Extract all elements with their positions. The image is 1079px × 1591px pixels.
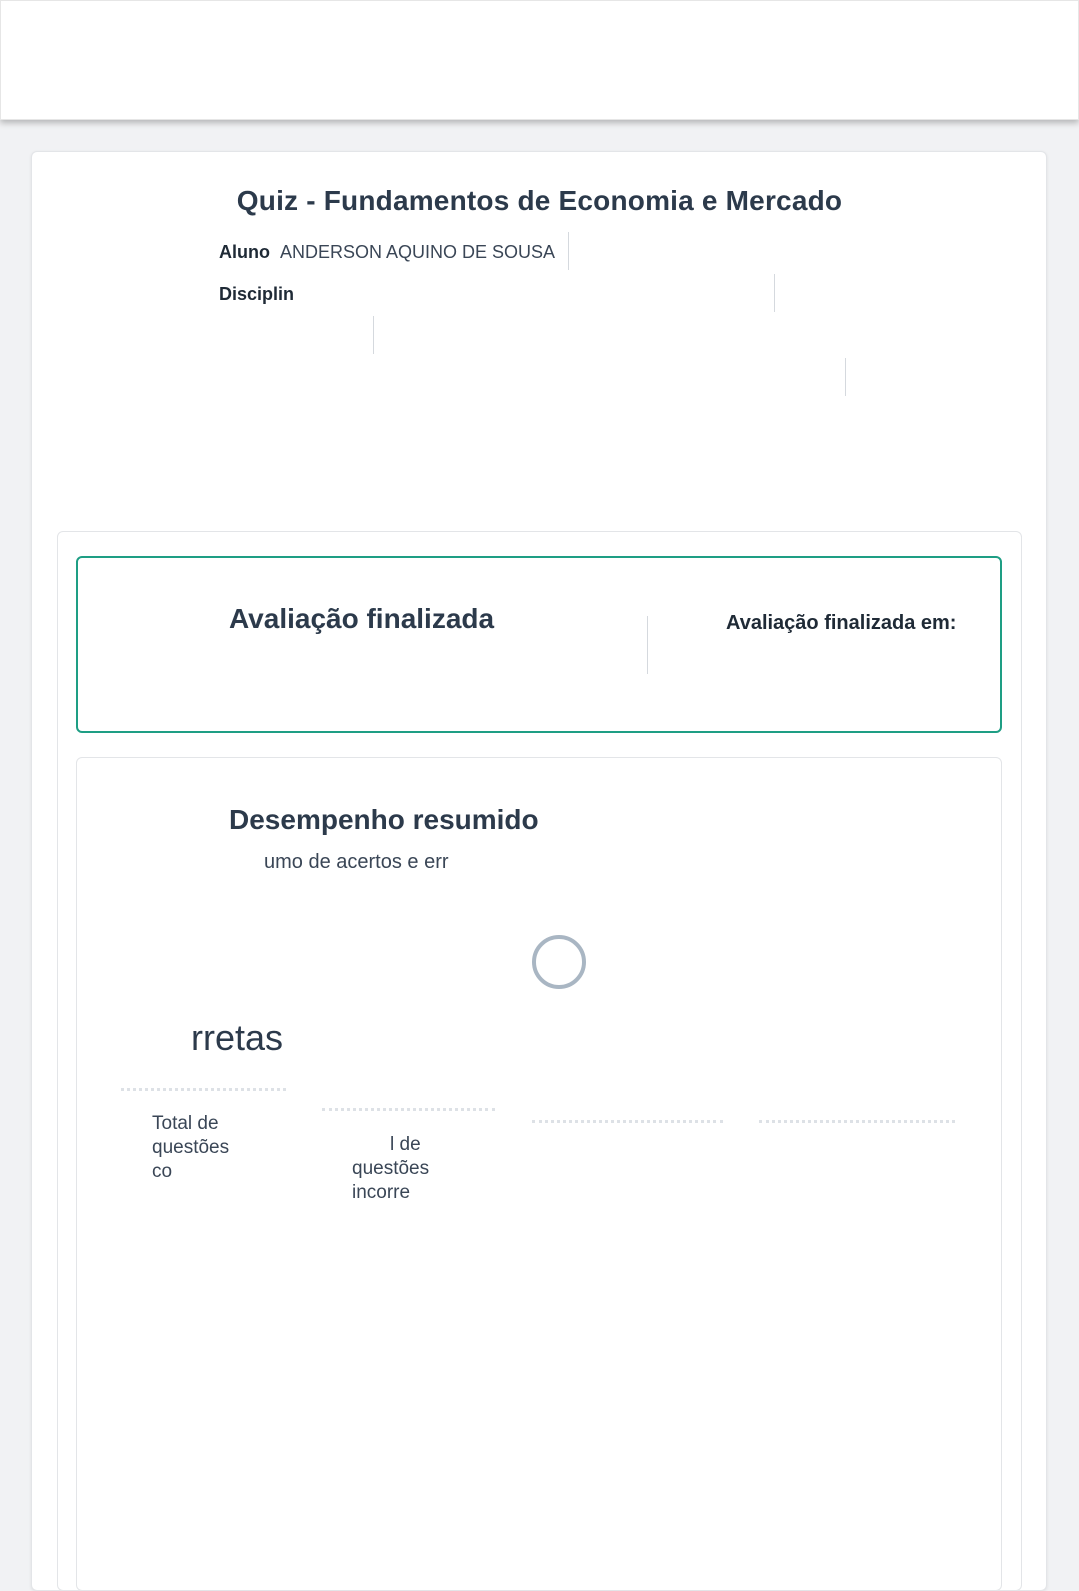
stat-separator: [759, 1120, 955, 1123]
info-divider: [845, 358, 846, 396]
info-divider: [568, 232, 569, 270]
info-divider: [774, 274, 775, 312]
loading-spinner-icon: [532, 935, 586, 989]
top-header-bar: [0, 0, 1079, 120]
stat-label-line: l de: [390, 1134, 421, 1155]
stat-separator: [121, 1088, 286, 1091]
discipline-label: Disciplin: [219, 284, 295, 304]
performance-title: Desempenho resumido: [229, 804, 539, 835]
status-panel: [76, 556, 1002, 733]
stat-separator: [532, 1120, 723, 1123]
page-title: Quiz - Fundamentos de Economia e Mercado: [236, 185, 843, 216]
finished-at-label: Avaliação finalizada em:: [726, 612, 957, 634]
correct-answers-heading: rretas: [191, 1017, 284, 1058]
stat-label-line: questões: [352, 1158, 430, 1179]
stat-label-line: incorre: [352, 1182, 411, 1203]
stat-separator: [322, 1108, 495, 1111]
stat-label-line: co: [152, 1161, 173, 1182]
stat-label-line: questões: [152, 1137, 230, 1158]
info-divider: [373, 316, 374, 354]
stat-label-line: Total de: [152, 1113, 219, 1134]
student-name: ANDERSON AQUINO DE SOUSA: [280, 242, 556, 262]
status-title: Avaliação finalizada: [229, 603, 495, 634]
performance-subtitle: umo de acertos e err: [264, 851, 449, 873]
student-label: Aluno: [219, 242, 270, 262]
stat-label-correct: [152, 1112, 229, 1184]
stat-label-incorrect: [352, 1133, 429, 1205]
status-divider: [647, 616, 648, 674]
